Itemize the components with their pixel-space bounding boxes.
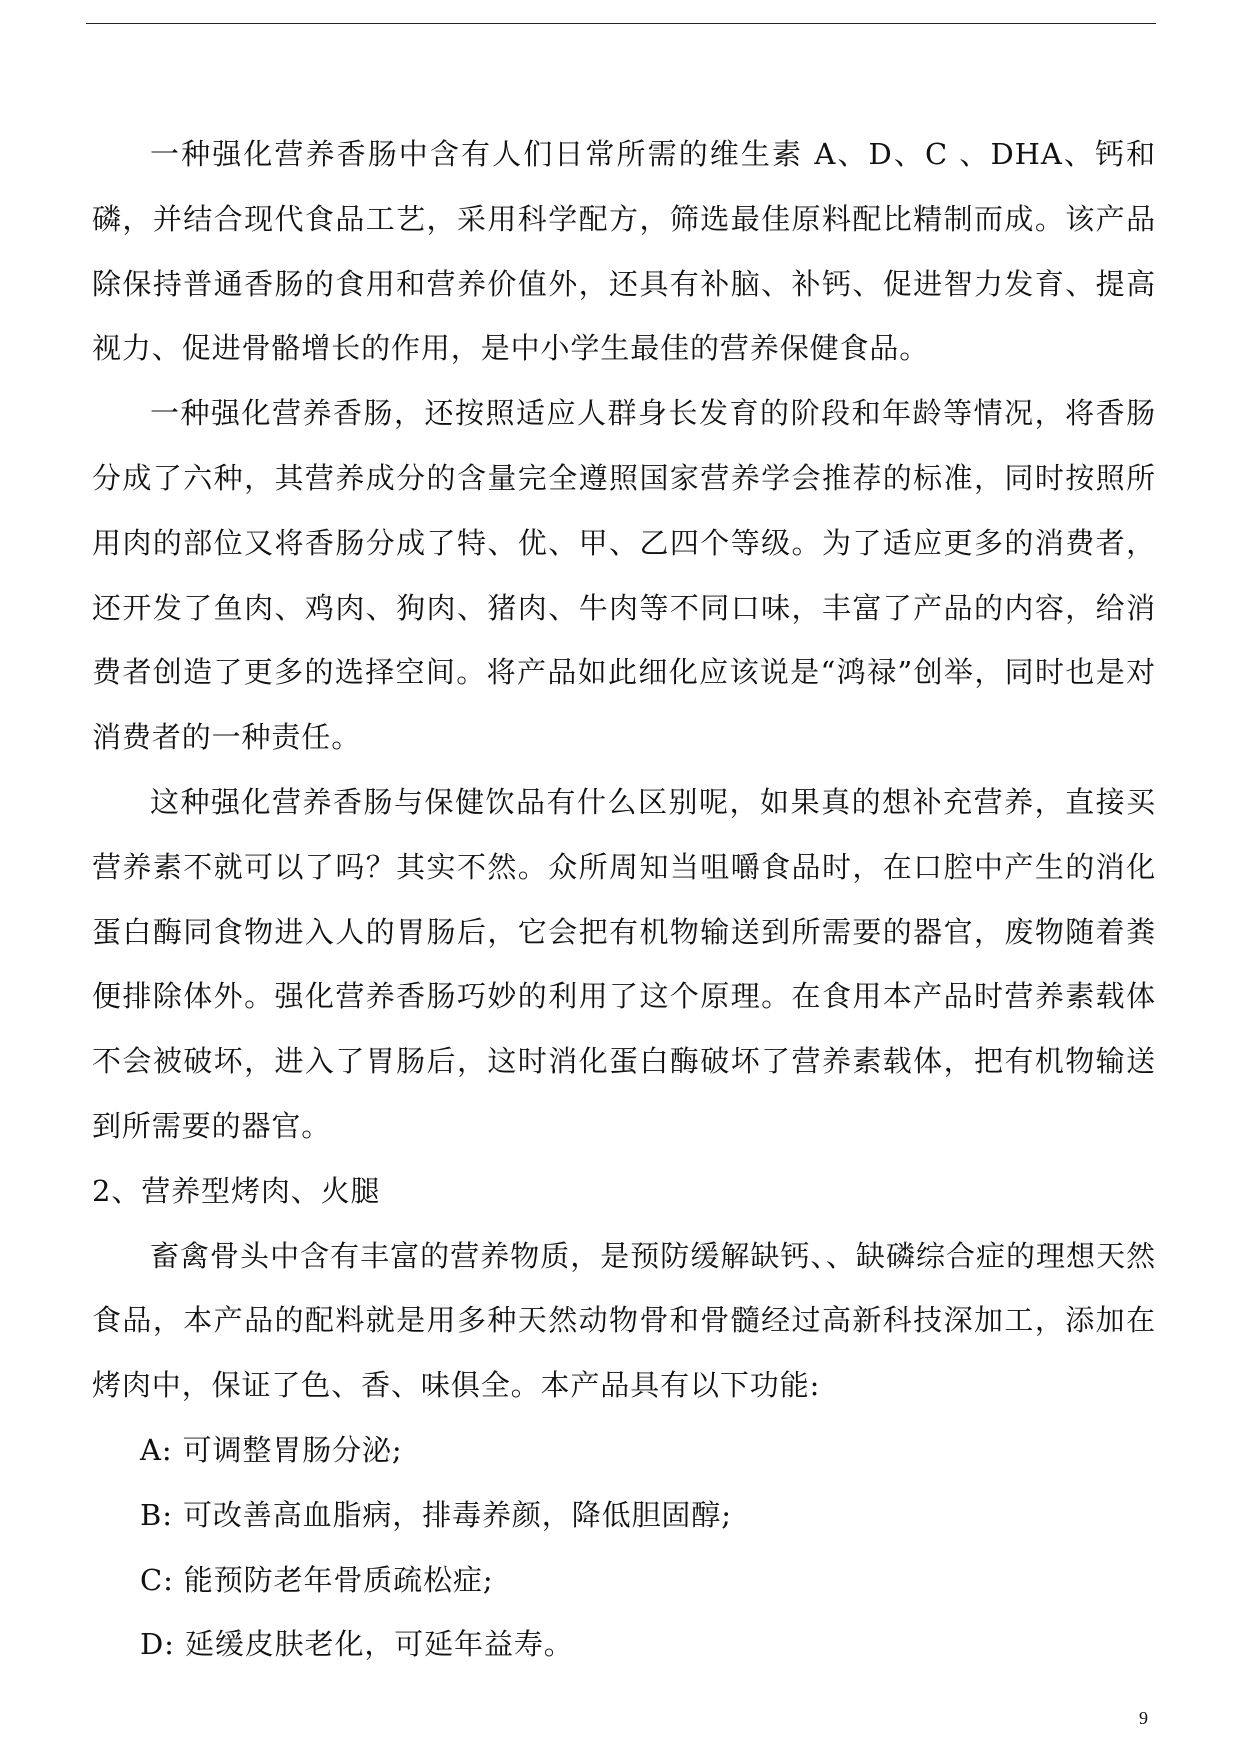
body-text xyxy=(92,122,1156,1677)
section-heading: 2、营养型烤肉、火腿 xyxy=(92,1173,381,1208)
function-item-c: C: 能预防老年骨质疏松症; xyxy=(140,1562,494,1597)
paragraph-sausage-categories: 一种强化营养香肠，还按照适应人群身长发育的阶段和年龄等情况，将香肠分成了六种，其营养成分的含量完全遵照国家营养学会推荐的标准，同时按照所用肉的部位又将香肠分成了特、优、甲、乙四个等级。为了适应更多的消费者，还开发了鱼肉、鸡肉、狗肉、猪肉、牛肉等不同口味，丰富了产品的内容，给消费者创造了更多的选择空间。将产品如此细化应该说是“鸿禄”创举，同时也是对消费者的一种责任。 xyxy=(92,396,1156,755)
function-item-b: B: 可改善高血脂病，排毒养颜，降低胆固醇; xyxy=(140,1497,732,1532)
paragraph-bone-nutrition: 畜禽骨头中含有丰富的营养物质，是预防缓解缺钙、、缺磷综合症的理想天然食品，本产品的配料就是用多种天然动物骨和骨髓经过高新科技深加工，添加在烤肉中，保证了色、香、味俱全。本产品具有以下功能: xyxy=(92,1238,1156,1403)
paragraph-fortified-sausage-intro: 一种强化营养香肠中含有人们日常所需的维生素 A、D、C 、DHA、钙和磷，并结合现代食品工艺，采用科学配方，筛选最佳原料配比精制而成。该产品除保持普通香肠的食用和营养价值外，还具有补脑、补钙、促进智力发育、提高视力、促进骨骼增长的作用，是中小学生最佳的营养保健食品。 xyxy=(92,137,1156,366)
function-item-a: A: 可调整胃肠分泌; xyxy=(140,1432,403,1467)
header-rule xyxy=(86,23,1156,24)
function-item-d: D: 延缓皮肤老化，可延年益寿。 xyxy=(140,1627,574,1662)
page-number: 9 xyxy=(1139,1708,1148,1728)
paragraph-nutrition-principle: 这种强化营养香肠与保健饮品有什么区别呢，如果真的想补充营养，直接买营养素不就可以了吗？其实不然。众所周知当咀嚼食品时，在口腔中产生的消化蛋白酶同食物进入人的胃肠后，它会把有机物输送到所需要的器官，废物随着粪便排除体外。强化营养香肠巧妙的利用了这个原理。在食用本产品时营养素载体不会被破坏，进入了胃肠后，这时消化蛋白酶破坏了营养素载体，把有机物输送到所需要的器官。 xyxy=(92,784,1156,1143)
